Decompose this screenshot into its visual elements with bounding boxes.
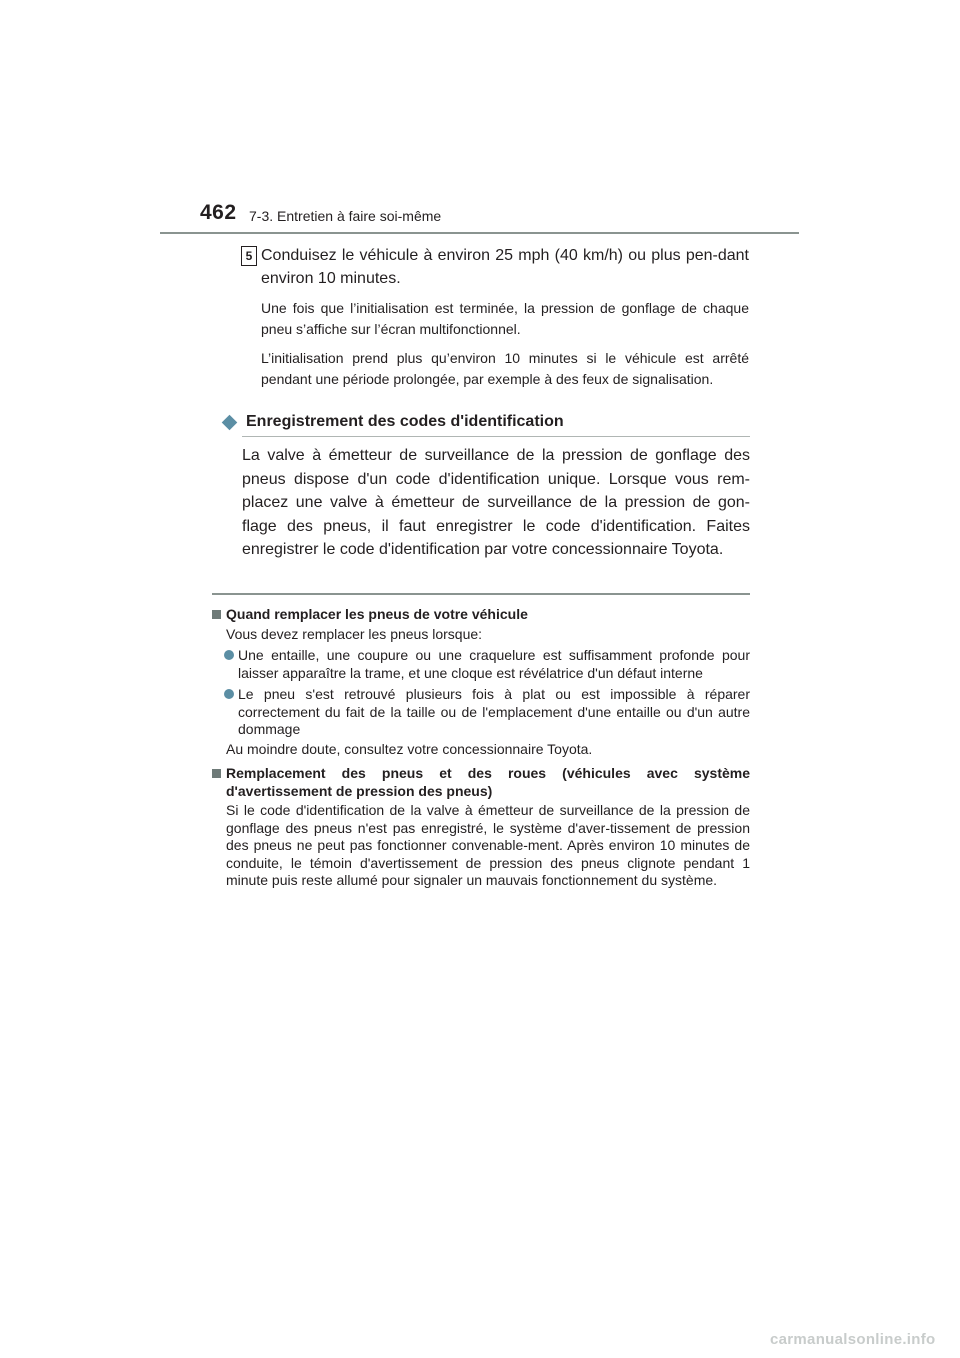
chapter-title: 7-3. Entretien à faire soi-même <box>249 208 442 224</box>
list-item-text: Une entaille, une coupure ou une craquelure est suffisamment profonde pour laisser apparaître la trame, et une cloque est révélatrice d'un défaut interne <box>238 647 750 681</box>
square-bullet-icon <box>212 769 221 778</box>
note-body: Si le code d'identification de la valve à émetteur de surveillance de la pression de gonflage des pneus n'est pas enregistré, le système d'aver-tissement de pression des pneus ne peut pas fonctionner convenable-ment. Après environ 10 minutes de conduite, le témoin d'avertissement de pression des pneus clignote pendant 1 minute puis reste allumé pour signaler un mauvais fonctionnement du système. <box>226 802 750 888</box>
list-item-text: Le pneu s'est retrouvé plusieurs fois à plat ou est impossible à réparer correctement du fait de la taille ou de l'emplacement d'une entaille ou d'un autre dommage <box>238 686 750 737</box>
note-title-wheels <box>212 765 750 800</box>
list-item <box>224 647 750 682</box>
step-note-1: Une fois que l’initialisation est terminée, la pression de gonflage de chaque pneu s’affiche sur l’écran multifonctionnel. <box>261 300 749 337</box>
section-heading <box>220 410 750 434</box>
note-intro: Vous devez remplacer les pneus lorsque: <box>226 625 483 642</box>
square-bullet-icon <box>212 610 221 619</box>
list-item <box>224 686 750 739</box>
header-rule <box>160 232 799 234</box>
step-note-2: L’initialisation prend plus qu’environ 10 minutes si le véhicule est arrêté pendant une période prolongée, par exemple à des feux de signalisation. <box>261 350 749 387</box>
note-outro: Au moindre doute, consultez votre concessionnaire Toyota. <box>226 740 593 757</box>
notes-area <box>212 602 750 890</box>
circle-bullet-icon <box>224 689 234 699</box>
circle-bullet-icon <box>224 650 234 660</box>
step-text: Conduisez le véhicule à environ 25 mph (40 km/h) ou plus pen-dant environ 10 minutes. <box>261 247 749 287</box>
section-heading-text: Enregistrement des codes d'identification <box>246 413 564 430</box>
note-title-text: Remplacement des pneus et des roues (véhicules avec système d'avertissement de pression des pneus) <box>226 765 750 799</box>
step-number-badge: 5 <box>241 246 257 266</box>
section-body: La valve à émetteur de surveillance de la pression de gonflage des pneus dispose d'un code d'identification unique. Lorsque vous rem-placez une valve à émetteur de surveillance de la pression de gon-flage des pneus, il faut enregistrer le code d'identification. Faites enregistrer le code d'identification par votre concessionnaire Toyota. <box>242 447 750 558</box>
watermark: carmanualsonline.info <box>770 1331 936 1348</box>
diamond-bullet-icon <box>222 414 238 430</box>
note-title-replace <box>212 606 750 624</box>
notes-divider <box>212 593 750 595</box>
step-5 <box>241 244 749 390</box>
page-number: 462 <box>200 201 237 224</box>
note-title-text: Quand remplacer les pneus de votre véhicule <box>226 606 528 622</box>
id-codes-section <box>220 410 750 562</box>
section-rule <box>242 436 750 437</box>
